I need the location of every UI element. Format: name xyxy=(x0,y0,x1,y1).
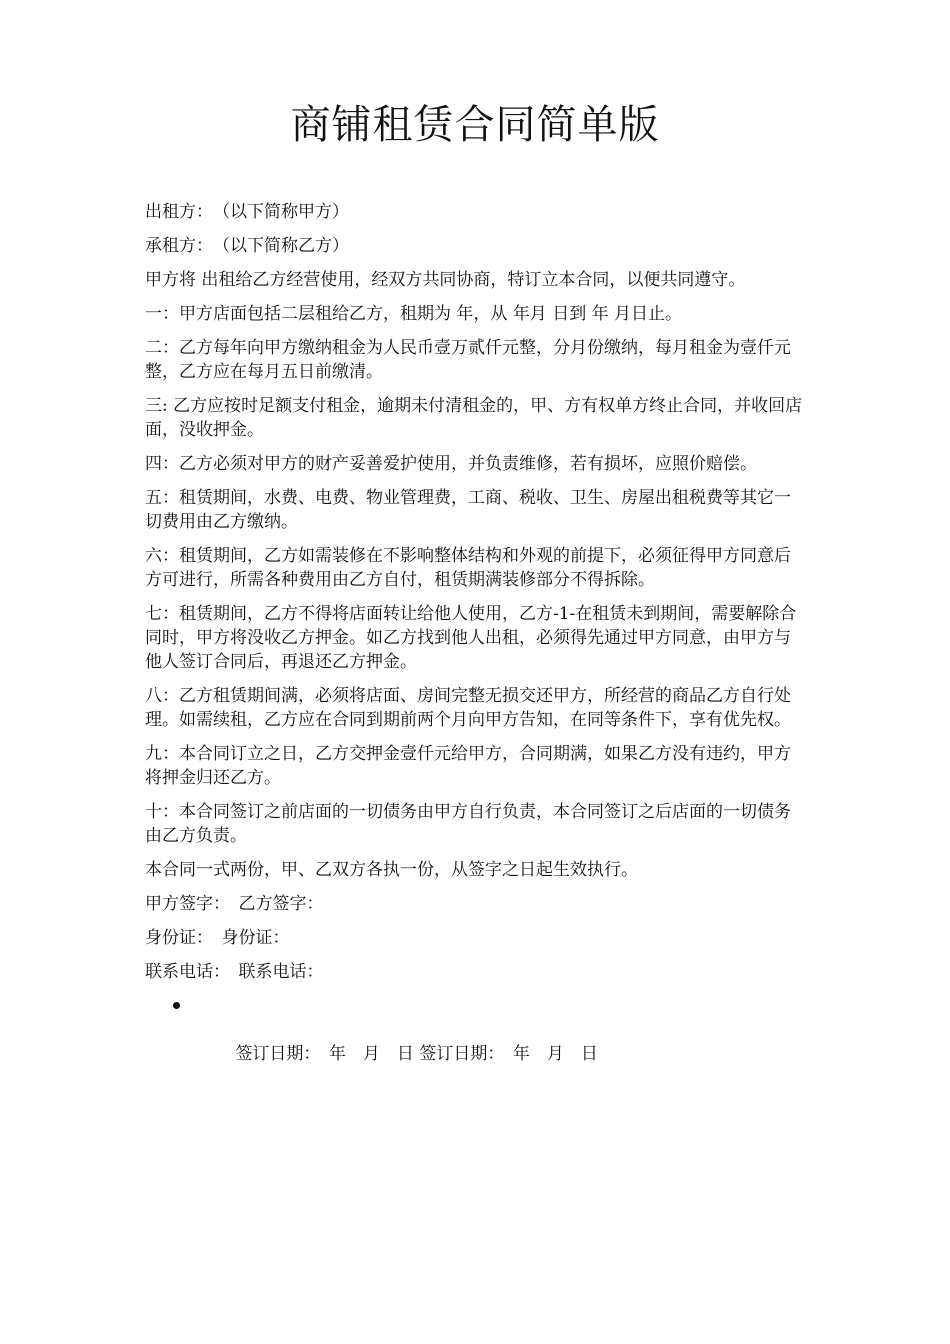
phone-line: 联系电话： 联系电话： xyxy=(145,962,324,982)
clause-6: 六：租赁期间，乙方如需装修在不影响整体结构和外观的前提下，必须征得甲方同意后方可进行，所需各种费用由乙方自付，租赁期满装修部分不得拆除。 xyxy=(145,546,791,590)
clause-8: 八：乙方租赁期间满，必须将店面、房间完整无损交还甲方，所经营的商品乙方自行处理。如需续租，乙方应在合同到期前两个月向甲方告知，在同等条件下，享有优先权。 xyxy=(145,686,791,730)
clause-4: 四：乙方必须对甲方的财产妥善爱护使用，并负责维修，若有损坏，应照价赔偿。 xyxy=(145,454,757,474)
signature-line: 甲方签字： 乙方签字： xyxy=(145,894,324,914)
clause-1: 一：甲方店面包括二层租给乙方，租期为 年，从 年月 日到 年 月日止。 xyxy=(145,304,683,324)
id-card-line: 身份证： 身份证： xyxy=(145,928,290,948)
clause-10: 十：本合同签订之前店面的一切债务由甲方自行负责，本合同签订之后店面的一切债务由乙方负责。 xyxy=(145,802,791,846)
intro-paragraph: 甲方将 出租给乙方经营使用，经双方共同协商，特订立本合同，以便共同遵守。 xyxy=(145,270,746,290)
clause-2: 二：乙方每年向甲方缴纳租金为人民币壹万贰仟元整，分月份缴纳，每月租金为壹仟元整，乙方应在每月五日前缴清。 xyxy=(145,338,791,382)
clause-9: 九：本合同订立之日，乙方交押金壹仟元给甲方，合同期满，如果乙方没有违约，甲方将押金归还乙方。 xyxy=(145,744,791,788)
party-lessee-line: 承租方： （以下简称乙方） xyxy=(145,236,349,256)
copies-clause: 本合同一式两份，甲、乙双方各执一份，从签字之日起生效执行。 xyxy=(145,860,638,880)
clause-3: 三: 乙方应按时足额支付租金，逾期未付清租金的，甲、方有权单方终止合同，并收回店面，没收押金。 xyxy=(145,396,803,440)
signing-date-text: 签订日期： 年 月 日 签订日期： 年 月 日 xyxy=(235,1044,598,1064)
bullet-icon xyxy=(173,1002,180,1009)
clause-7: 七：租赁期间，乙方不得将店面转让给他人使用，乙方-1-在租赁未到期间，需要解除合同时，甲方将没收乙方押金。如乙方找到他人出租，必须得先通过甲方同意，由甲方与他人签订合同后，再退还乙方押金。 xyxy=(145,604,797,672)
clause-5: 五：租赁期间，水费、电费、物业管理费，工商、税收、卫生、房屋出租税费等其它一切费用由乙方缴纳。 xyxy=(145,488,791,532)
document-body xyxy=(145,200,805,1090)
party-lessor-line: 出租方： （以下简称甲方） xyxy=(145,202,349,222)
signing-date-item xyxy=(145,994,805,1090)
document-title: 商铺租赁合同简单版 xyxy=(290,102,660,148)
